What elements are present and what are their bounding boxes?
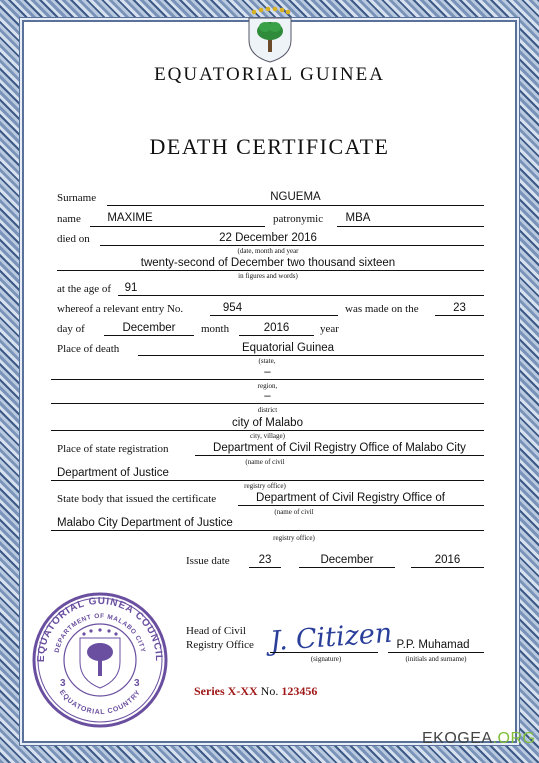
name-line bbox=[90, 226, 265, 227]
registration-value: Department of Civil Registry Office of Malabo City bbox=[213, 442, 466, 454]
issue-year-line bbox=[411, 567, 484, 568]
issuer-value: Department of Civil Registry Office of bbox=[256, 492, 445, 504]
registration-label: Place of state registration bbox=[57, 443, 169, 455]
country-heading: EQUATORIAL GUINEA bbox=[154, 64, 385, 85]
issue-month-value: December bbox=[320, 554, 374, 566]
series-number-value: 123456 bbox=[281, 684, 318, 698]
council-seal bbox=[30, 590, 170, 730]
region-value: – bbox=[264, 366, 271, 378]
issuer-line bbox=[238, 505, 484, 506]
died-words-value: twenty-second of December two thousand sixteen bbox=[140, 257, 396, 269]
issue-month-line bbox=[299, 567, 395, 568]
watermark bbox=[422, 730, 535, 748]
made-on-label: was made on the bbox=[345, 303, 419, 315]
coat-of-arms-emblem bbox=[243, 4, 297, 64]
age-label: at the age of bbox=[57, 283, 112, 295]
issuer-line-2 bbox=[51, 530, 484, 531]
head-label-line1: Head of Civil bbox=[186, 625, 246, 637]
died-on-line bbox=[100, 245, 484, 246]
surname-value: NGUEMA bbox=[270, 191, 321, 203]
document-title: DEATH CERTIFICATE bbox=[149, 134, 390, 159]
died-on-value: 22 December 2016 bbox=[219, 232, 317, 244]
patronymic-label: patronymic bbox=[273, 213, 324, 225]
registration-value-2: Department of Justice bbox=[57, 467, 169, 479]
city-hint: city, village) bbox=[250, 432, 285, 440]
entry-label: whereof a relevant entry No. bbox=[57, 303, 184, 315]
city-line bbox=[51, 430, 484, 431]
seal-text-inner: DEPARTMENT OF MALABO CITY bbox=[53, 612, 147, 654]
svg-text:EQUATORIAL COUNTRY bbox=[58, 689, 142, 716]
signature-hint: (signature) bbox=[310, 655, 342, 663]
seal-text-bottom: EQUATORIAL COUNTRY bbox=[57, 688, 143, 717]
age-line bbox=[118, 295, 484, 296]
patronymic-line bbox=[337, 226, 484, 227]
issuer-label: State body that issued the certificate bbox=[57, 493, 217, 505]
signature-line bbox=[270, 652, 378, 653]
issuer-hint-2: registry office) bbox=[273, 534, 315, 542]
official-name-value: P.P. Muhamad bbox=[396, 639, 470, 651]
year-value: 2016 bbox=[263, 322, 290, 334]
day-of-label: day of bbox=[57, 323, 85, 335]
district-hint: district bbox=[257, 406, 278, 414]
registration-line bbox=[195, 455, 484, 456]
series-no-label: No. bbox=[260, 684, 279, 698]
made-on-line bbox=[435, 315, 484, 316]
surname-line bbox=[107, 205, 484, 206]
seal-num-left: 3 bbox=[60, 678, 66, 689]
place-of-death-value: Equatorial Guinea bbox=[241, 342, 335, 354]
issue-day-line bbox=[249, 567, 281, 568]
watermark-suffix: .ORG bbox=[492, 730, 536, 747]
series-number bbox=[194, 684, 317, 699]
official-name-hint: (initials and surname) bbox=[405, 655, 467, 663]
month-label: month bbox=[201, 323, 230, 335]
place-of-death-hint: (state, bbox=[258, 357, 276, 365]
head-label-line2: Registry Office bbox=[186, 639, 254, 651]
entry-value: 954 bbox=[222, 302, 243, 314]
issuer-hint-1: (name of civil bbox=[274, 508, 314, 516]
died-words-hint: in figures and words) bbox=[238, 272, 298, 280]
month-value: December bbox=[122, 322, 176, 334]
year-line bbox=[239, 335, 314, 336]
official-name-line bbox=[388, 652, 484, 653]
place-of-death-label: Place of death bbox=[57, 343, 120, 355]
surname-label: Surname bbox=[57, 192, 97, 204]
seal-text-top: EQUATORIAL GUINEA COUNCIL bbox=[35, 595, 165, 663]
made-on-value: 23 bbox=[453, 302, 466, 314]
registration-hint-1: (name of civil bbox=[245, 458, 285, 466]
patronymic-value: MBA bbox=[345, 212, 371, 224]
issue-date-label: Issue date bbox=[186, 555, 230, 567]
issue-year-value: 2016 bbox=[434, 554, 461, 566]
name-label: name bbox=[57, 213, 81, 225]
issue-day-value: 23 bbox=[258, 554, 272, 566]
signature-image: J. Citizen bbox=[269, 617, 394, 658]
seal-num-right: 3 bbox=[134, 678, 140, 689]
month-line bbox=[104, 335, 194, 336]
watermark-text: EKOGEA bbox=[422, 730, 493, 747]
district-line-top bbox=[51, 403, 484, 404]
year-label: year bbox=[320, 323, 339, 335]
died-words-line bbox=[57, 270, 484, 271]
entry-line bbox=[210, 315, 338, 316]
region-hint: region, bbox=[257, 382, 278, 390]
region-line bbox=[51, 379, 484, 380]
city-value: city of Malabo bbox=[232, 417, 303, 429]
series-label: Series X-XX bbox=[194, 684, 258, 698]
name-value: MAXIME bbox=[107, 212, 153, 224]
age-value: 91 bbox=[124, 282, 138, 294]
issuer-value-2: Malabo City Department of Justice bbox=[57, 517, 233, 529]
registration-hint-2: registry office) bbox=[244, 482, 286, 490]
died-on-label: died on bbox=[57, 233, 90, 245]
registration-line-2 bbox=[51, 480, 484, 481]
died-on-hint: (date, month and year bbox=[237, 247, 299, 255]
district-value: – bbox=[264, 390, 271, 402]
place-of-death-line bbox=[138, 355, 484, 356]
